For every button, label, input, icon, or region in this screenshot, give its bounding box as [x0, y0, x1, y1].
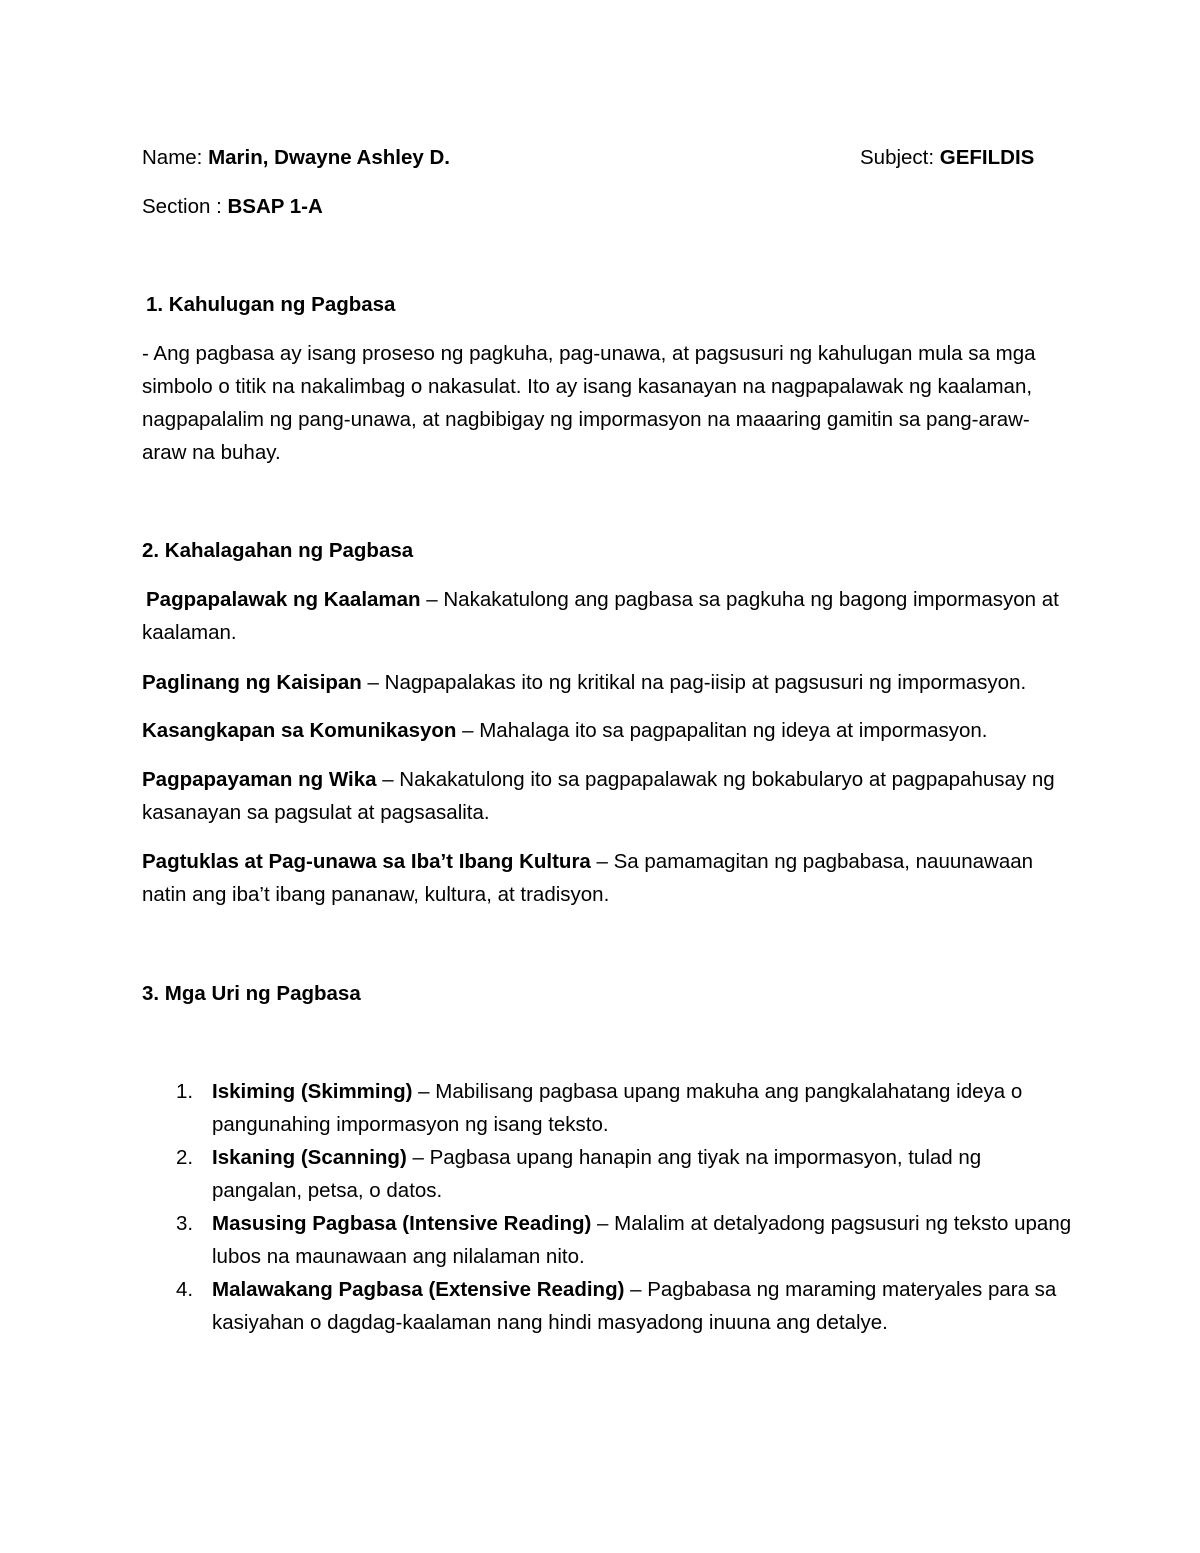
- importance-item: [142, 666, 1072, 699]
- type-term: Iskaning (Scanning): [212, 1146, 407, 1169]
- type-term: Malawakang Pagbasa (Extensive Reading): [212, 1278, 625, 1301]
- section-value: BSAP 1-A: [227, 195, 323, 218]
- importance-desc: – Sa pamamagitan ng pagbabasa, nauunawaan natin ang iba’t ibang pananaw, kultura, at tradisyon.: [142, 850, 1034, 906]
- importance-desc: – Nakakatulong ang pagbasa sa pagkuha ng bagong impormasyon at kaalaman.: [142, 588, 1059, 644]
- type-desc: – Pagbasa upang hanapin ang tiyak na impormasyon, tulad ng pangalan, petsa, o datos.: [212, 1146, 982, 1202]
- name-line: [142, 141, 450, 174]
- importance-desc: – Mahalaga ito sa pagpapalitan ng ideya at impormasyon.: [456, 719, 988, 742]
- list-item: [142, 1207, 1072, 1273]
- section-label: Section :: [142, 195, 228, 218]
- importance-item: [142, 583, 1072, 649]
- type-term: Iskiming (Skimming): [212, 1080, 413, 1103]
- list-item: [142, 1273, 1072, 1339]
- type-term: Masusing Pagbasa (Intensive Reading): [212, 1212, 592, 1235]
- importance-term: Kasangkapan sa Komunikasyon: [142, 719, 457, 742]
- importance-item: [142, 845, 1072, 911]
- importance-term: Pagpapalawak ng Kaalaman: [146, 588, 421, 611]
- section2-heading: 2. Kahalagahan ng Pagbasa: [142, 539, 414, 562]
- section3-heading: 3. Mga Uri ng Pagbasa: [142, 982, 361, 1005]
- name-label: Name:: [142, 146, 209, 169]
- subject-line: [860, 141, 1034, 174]
- list-number: 1.: [176, 1080, 194, 1103]
- section-line: [142, 190, 323, 223]
- list-number: 2.: [176, 1146, 194, 1169]
- importance-term: Pagtuklas at Pag-unawa sa Iba’t Ibang Kultura: [142, 850, 591, 873]
- name-value: Marin, Dwayne Ashley D.: [208, 146, 450, 169]
- importance-term: Pagpapayaman ng Wika: [142, 768, 377, 791]
- type-desc: – Pagbabasa ng maraming materyales para sa kasiyahan o dagdag-kaalaman nang hindi masyadong inuuna ang detalye.: [212, 1278, 1057, 1334]
- list-number: 4.: [176, 1278, 194, 1301]
- subject-label: Subject:: [860, 146, 940, 169]
- list-item: [142, 1075, 1072, 1141]
- list-number: 3.: [176, 1212, 194, 1235]
- importance-term: Paglinang ng Kaisipan: [142, 671, 362, 694]
- type-desc: – Malalim at detalyadong pagsusuri ng teksto upang lubos na maunawaan ang nilalaman nito.: [212, 1212, 1072, 1268]
- section1-body: - Ang pagbasa ay isang proseso ng pagkuha, pag-unawa, at pagsusuri ng kahulugan mula sa mga simbolo o titik na nakalimbag o nakasulat. Ito ay isang kasanayan na nagpapalawak ng kaalaman, nagpapalalim ng pang-unawa, at nagbibigay ng impormasyon na maaaring gamitin sa pang-araw-araw na buhay.: [142, 342, 1036, 464]
- list-item: [142, 1141, 1072, 1207]
- reading-types-list: [142, 1075, 1072, 1339]
- importance-desc: – Nagpapalakas ito ng kritikal na pag-iisip at pagsusuri ng impormasyon.: [361, 671, 1027, 694]
- importance-desc: – Nakakatulong ito sa pagpapalawak ng bokabularyo at pagpapahusay ng kasanayan sa pagsulat at pagsasalita.: [142, 768, 1055, 824]
- type-desc: – Mabilisang pagbasa upang makuha ang pangkalahatang ideya o pangunahing impormasyon ng isang teksto.: [212, 1080, 1023, 1136]
- subject-value: GEFILDIS: [939, 146, 1035, 169]
- section1-heading: 1. Kahulugan ng Pagbasa: [146, 293, 396, 316]
- importance-item: [142, 763, 1072, 829]
- importance-item: [142, 714, 1072, 747]
